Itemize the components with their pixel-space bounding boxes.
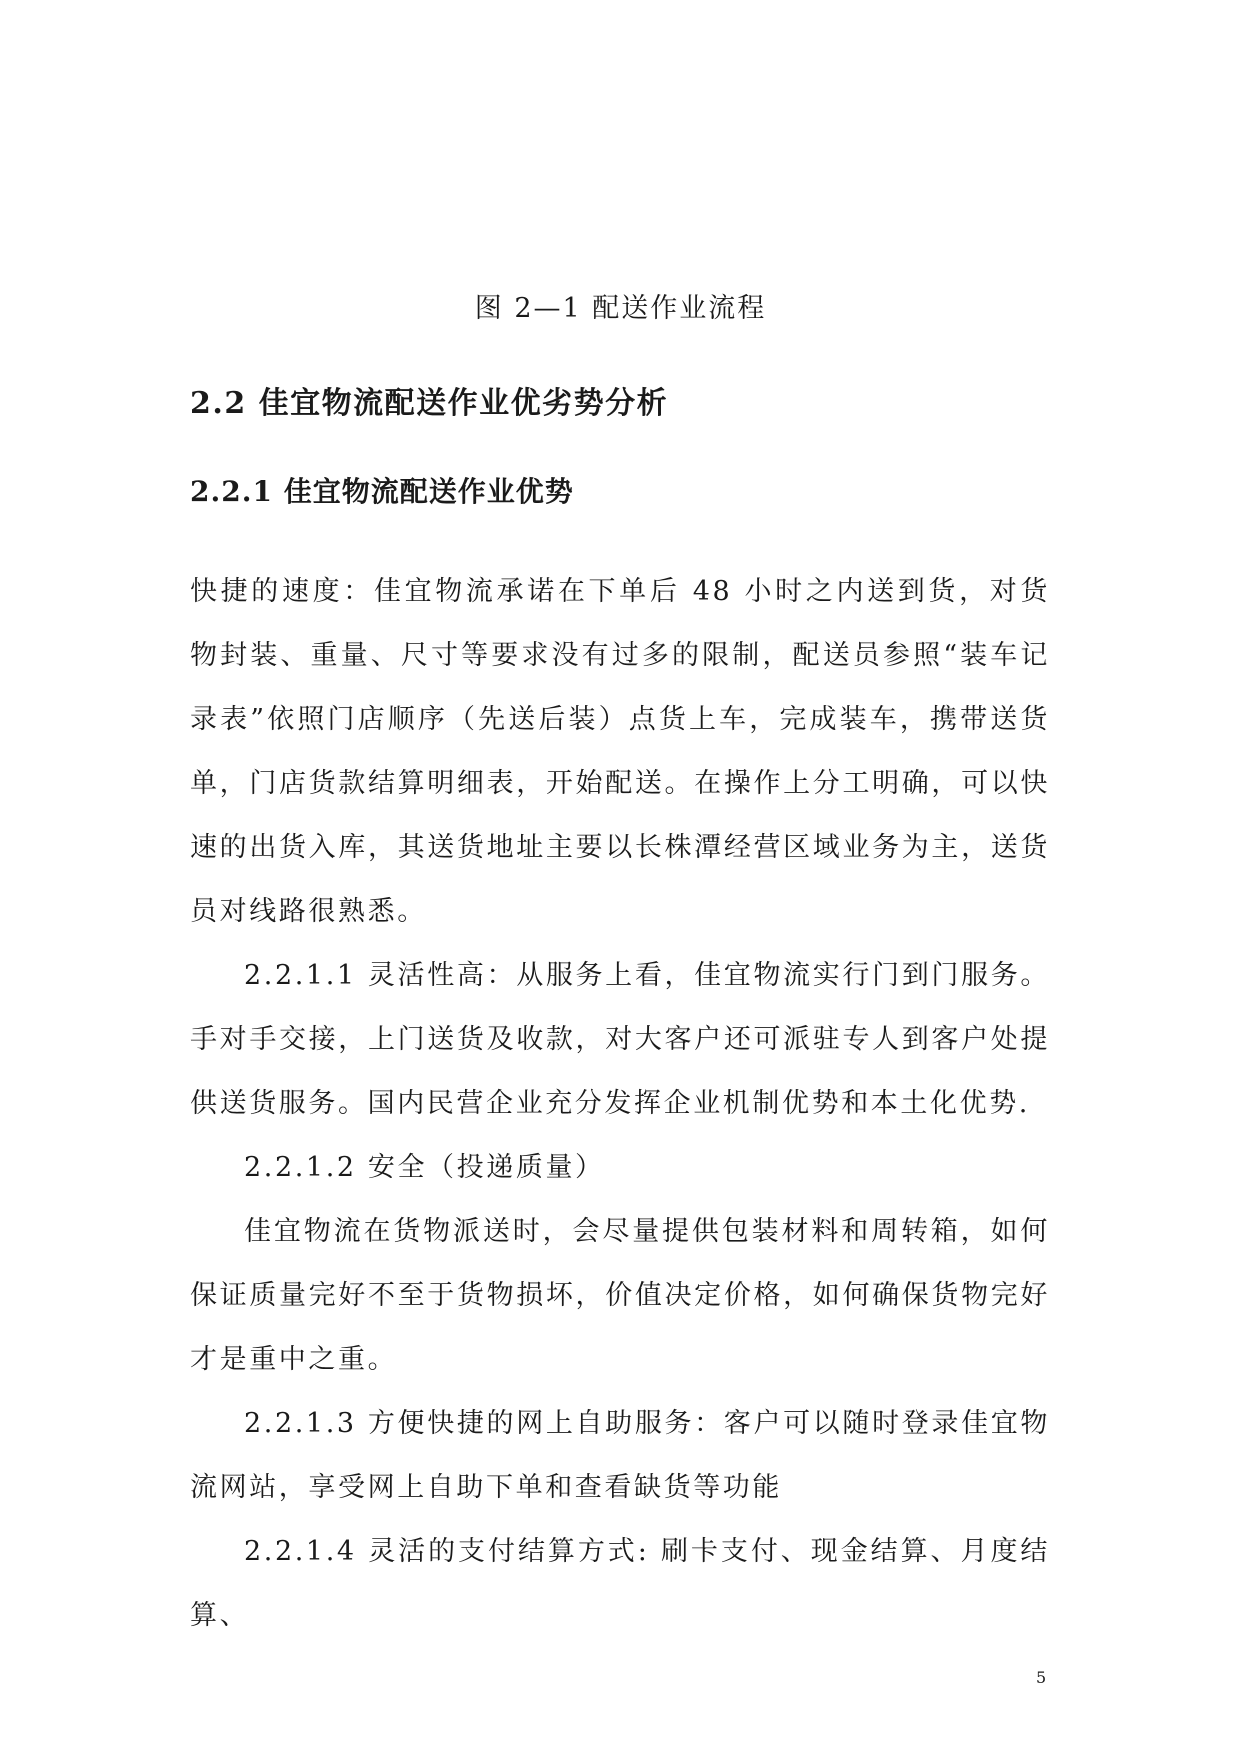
paragraph-online-service: 2.2.1.3 方便快捷的网上自助服务：客户可以随时登录佳宜物流网站，享受网上自助下单和查看缺货等功能: [190, 1408, 1050, 1503]
paragraph-flexibility: 2.2.1.1 灵活性高：从服务上看，佳宜物流实行门到门服务。手对手交接，上门送货及收款，对大客户还可派驻专人到客户处提供送货服务。国内民营企业充分发挥企业机制优势和本土化优势.: [190, 960, 1050, 1119]
paragraph-safety-heading: 2.2.1.2 安全（投递质量）: [244, 1152, 605, 1183]
paragraph-fast-speed: 快捷的速度：佳宜物流承诺在下单后 48 小时之内送到货，对货物封装、重量、尺寸等要求没有过多的限制，配送员参照“装车记录表”依照门店顺序（先送后装）点货上车，完成装车，携带送货单，门店货款结算明细表，开始配送。在操作上分工明确，可以快速的出货入库，其送货地址主要以长株潭经营区域业务为主，送货员对线路很熟悉。: [190, 576, 1050, 927]
section-heading: 2.2 佳宜物流配送作业优劣势分析: [190, 386, 669, 421]
subsection-heading: 2.2.1 佳宜物流配送作业优势: [190, 475, 574, 508]
page-number: 5: [1036, 1668, 1047, 1687]
paragraph-payment: 2.2.1.4 灵活的支付结算方式: 刷卡支付、现金结算、月度结算、: [190, 1536, 1050, 1631]
paragraph-safety: 佳宜物流在货物派送时，会尽量提供包装材料和周转箱，如何保证质量完好不至于货物损坏，价值决定价格，如何确保货物完好才是重中之重。: [190, 1216, 1050, 1375]
body-text: [190, 560, 1050, 1648]
figure-caption: 图 2—1 配送作业流程: [474, 293, 767, 324]
